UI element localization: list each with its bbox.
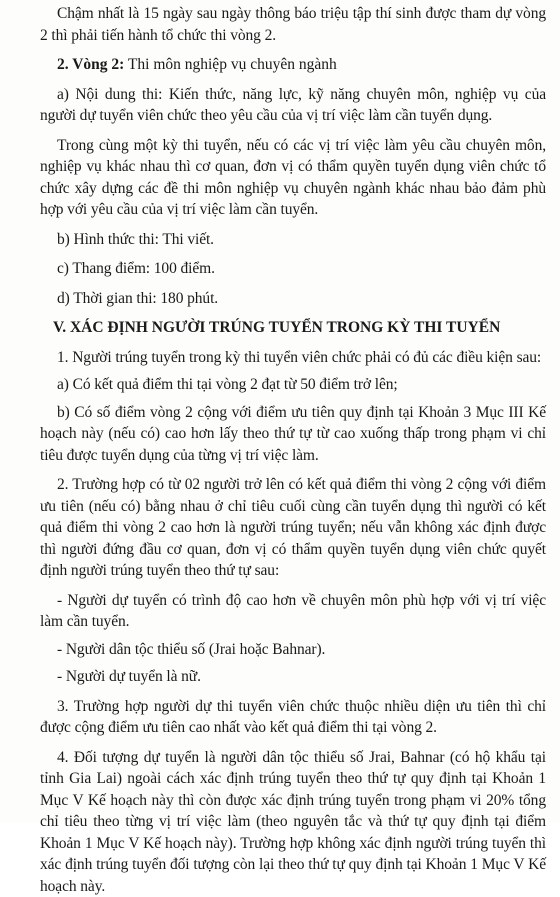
paragraph-content: a) Nội dung thi: Kiến thức, năng lực, kỹ năng chuyên môn, nghiệp vụ của người dự tuyển viên chức theo yêu cầu của vị trí việc làm cần tuyển dụng. — [40, 84, 546, 127]
paragraph-item-3: 3. Trường hợp người dự thi tuyển viên chức thuộc nhiều diện ưu tiên thì chỉ được cộng điểm ưu tiên cao nhất vào kết quả điểm thi tại vòng 2. — [40, 696, 546, 739]
paragraph-item-2b: - Người dân tộc thiểu số (Jrai hoặc Bahnar). — [40, 639, 546, 661]
paragraph-deadline: Chậm nhất là 15 ngày sau ngày thông báo triệu tập thí sinh được tham dự vòng 2 thì phải tiến hành tổ chức thi vòng 2. — [40, 3, 546, 46]
paragraph-item-1b: b) Có số điểm vòng 2 cộng với điểm ưu tiên quy định tại Khoản 3 Mục III Kế hoạch này (nếu có) cao hơn lấy theo thứ tự từ cao xuống thấp trong phạm vi chỉ tiêu được tuyển dụng của từng vị trí việc làm. — [40, 402, 546, 467]
heading-round-2-number: 2. Vòng 2: — [57, 56, 124, 73]
paragraph-item-2c: - Người dự tuyển là nữ. — [40, 666, 546, 688]
heading-round-2 — [40, 54, 546, 76]
paragraph-format: b) Hình thức thi: Thi viết. — [40, 229, 546, 251]
paragraph-same-exam: Trong cùng một kỳ thi tuyển, nếu có các vị trí việc làm yêu cầu chuyên môn, nghiệp vụ khác nhau thì cơ quan, đơn vị có thẩm quyền tuyển dụng viên chức tổ chức xây dựng các đề thi môn nghiệp vụ chuyên ngành khác nhau bảo đảm phù hợp với yêu cầu của vị trí việc làm cần tuyển. — [40, 135, 546, 221]
paragraph-duration: d) Thời gian thi: 180 phút. — [40, 288, 546, 310]
paragraph-item-1: 1. Người trúng tuyển trong kỳ thi tuyển viên chức phải có đủ các điều kiện sau: — [40, 347, 546, 369]
heading-round-2-text: Thi môn nghiệp vụ chuyên ngành — [124, 56, 336, 73]
paragraph-item-4: 4. Đối tượng dự tuyển là người dân tộc thiểu số Jrai, Bahnar (có hộ khẩu tại tỉnh Gia Lai) ngoài cách xác định trúng tuyển theo thứ tự quy định tại Khoản 1 Mục V Kế hoạch này thì còn được xác định trúng tuyển trong phạm vi 20% tổng chỉ tiêu theo từng vị trí việc làm (theo nguyên tắc và thứ tự quy định tại điểm Khoản 1 Mục V Kế hoạch này). Trường hợp không xác định người trúng tuyển thì xác định trúng tuyển đối tượng còn lại theo thứ tự quy định tại Khoản 1 Mục V Kế hoạch này. — [40, 747, 546, 897]
paragraph-score-scale: c) Thang điểm: 100 điểm. — [40, 258, 546, 280]
paragraph-item-1a: a) Có kết quả điểm thi tại vòng 2 đạt từ 50 điểm trở lên; — [40, 374, 546, 396]
paragraph-item-2a: - Người dự tuyển có trình độ cao hơn về chuyên môn phù hợp với vị trí việc làm cần tuyển. — [40, 590, 546, 633]
section-heading-v: V. XÁC ĐỊNH NGƯỜI TRÚNG TUYỂN TRONG KỲ THI TUYỂN — [40, 317, 546, 339]
paragraph-item-2: 2. Trường hợp có từ 02 người trở lên có kết quả điểm thi vòng 2 cộng với điểm ưu tiên (nếu có) bằng nhau ở chỉ tiêu cuối cùng cần tuyển dụng thì người có kết quả điểm thi vòng 2 cao hơn là người trúng tuyển; nếu vẫn không xác định được thì người đứng đầu cơ quan, đơn vị có thẩm quyền tuyển dụng viên chức quyết định người trúng tuyển theo thứ tự sau: — [40, 474, 546, 582]
